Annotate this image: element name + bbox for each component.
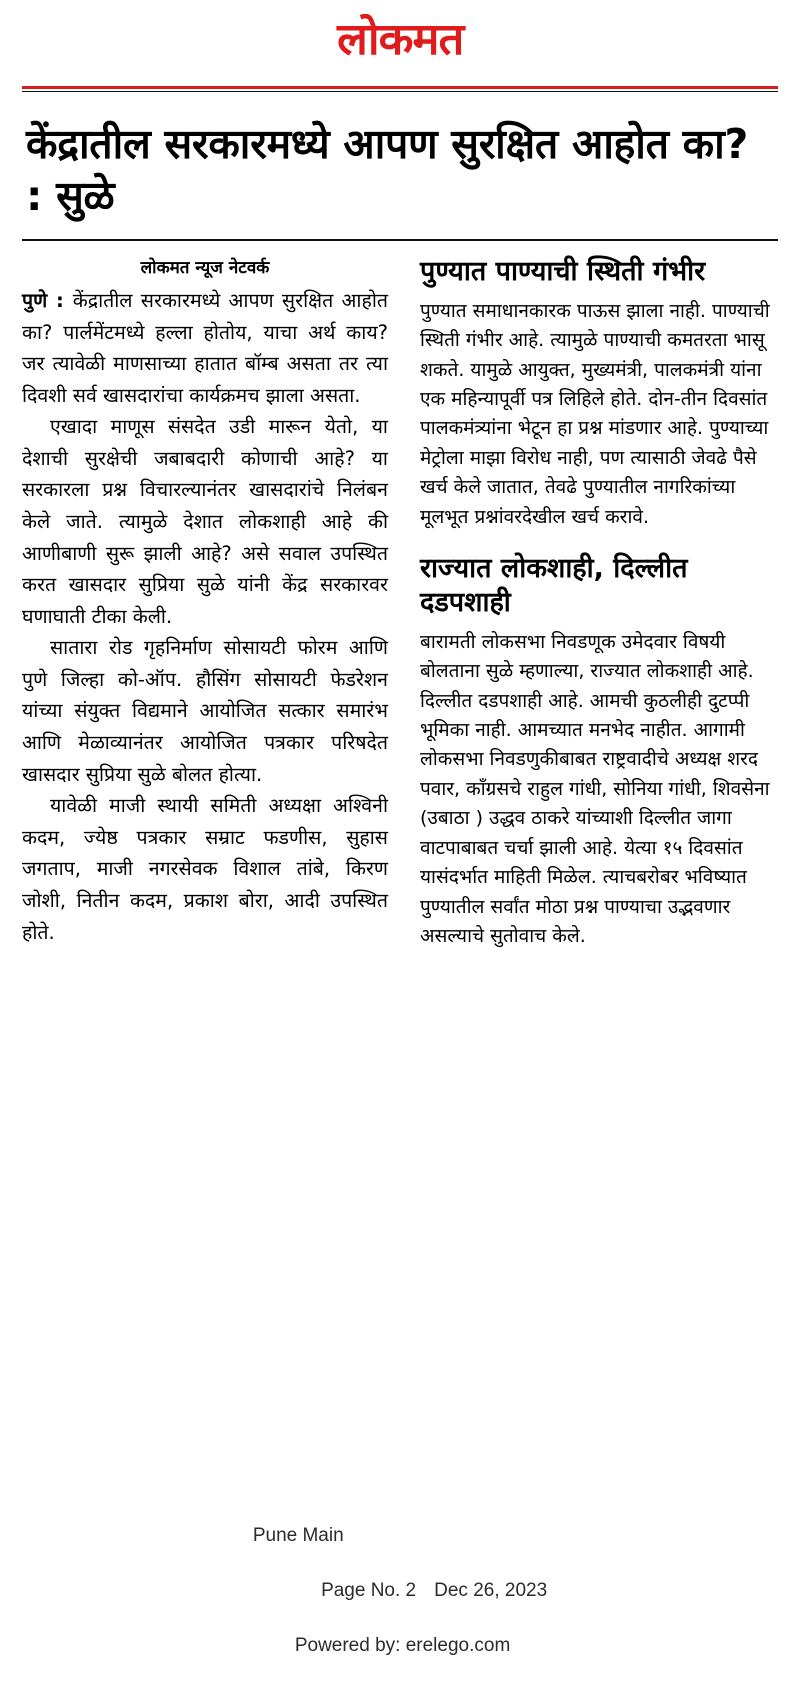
footer-date: Dec 26, 2023 xyxy=(434,1580,548,1602)
paragraph xyxy=(22,411,388,632)
masthead-red-rule xyxy=(22,86,778,89)
footer-edition: Pune Main xyxy=(252,1525,344,1547)
section-subhead-democracy: राज्यात लोकशाही, दिल्लीत दडपशाही xyxy=(420,553,688,618)
footer xyxy=(0,1522,800,1660)
lokmat-logo: लोकमत xyxy=(336,14,464,65)
masthead-black-rule xyxy=(22,91,778,92)
footer-page-number: Page No. 2 xyxy=(321,1580,417,1602)
page-title: केंद्रातील सरकारमध्ये आपण सुरक्षित आहोत का? : सुळे xyxy=(26,120,748,221)
left-column xyxy=(22,255,404,948)
paragraph xyxy=(420,628,778,952)
paragraph-text: बारामती लोकसभा निवडणूक उमेदवार विषयी बोलताना सुळे म्हणाल्या, राज्यात लोकशाही आहे. दिल्लीत दडपशाही आहे. आमची कुठलीही दुटप्पी भूमिका नाही. आमच्यात मनभेद नाहीत. आगामी लोकसभा निवडणुकीबाबत राष्ट्रवादीचे अध्यक्ष शरद पवार, काँग्रसचे राहुल गांधी, सोनिया गांधी, शिवसेना (उबाठा ) उद्धव ठाकरे यांच्याशी दिल्लीत जागा वाटपाबाबत चर्चा झाली आहे. येत्या १५ दिवसांत यासंदर्भात माहिती मिळेल. त्याचबरोबर भविष्यात पुण्यातील सर्वांत मोठा प्रश्न पाण्याचा उद्भवणार असल्याचे सुतोवाच केले. xyxy=(420,630,770,948)
headline-divider xyxy=(22,239,778,241)
paragraph-text: केंद्रातील सरकारमध्ये आपण सुरक्षित आहोत का? पार्लमेंटमध्ये हल्ला होतोय, याचा अर्थ काय? जर त्यावेळी माणसाच्या हातात बॉम्ब असता तर त्या दिवशी सर्व खासदारांचा कार्यक्रमच झाला असता. xyxy=(22,288,388,407)
right-column xyxy=(404,255,778,952)
masthead xyxy=(22,0,778,72)
byline: लोकमत न्यूज नेटवर्क xyxy=(140,257,270,278)
paragraph-text: पुण्यात समाधानकारक पाऊस झाला नाही. पाण्याची स्थिती गंभीर आहे. त्यामुळे पाण्याची कमतरता भासू शकते. यामुळे आयुक्त, मुख्यमंत्री, पालकमंत्री यांना एक महिन्यापूर्वी पत्र लिहिले होते. दोन-तीन दिवसांत पालकमंत्र्यांना भेटून हा प्रश्न मांडणार आहे. पुण्याच्या मेट्रोला माझा विरोध नाही, पण त्यासाठी जेवढे पैसे खर्च केले जातात, तेवढे पुण्यातील नागरिकांच्या मूलभूत प्रश्नांवरदेखील खर्च करावे. xyxy=(420,299,770,528)
article-columns xyxy=(22,255,778,952)
paragraph xyxy=(22,285,388,411)
paragraph-text: सातारा रोड गृहनिर्माण सोसायटी फोरम आणि पुणे जिल्हा को-ऑप. हौसिंग सोसायटी फेडरेशन यांच्या संयुक्त विद्यमाने आयोजित सत्कार समारंभ आणि मेळाव्यानंतर आयोजित पत्रकार परिषदेत खासदार सुप्रिया सुळे बोलत होत्या. xyxy=(22,636,388,786)
paragraph xyxy=(22,790,388,948)
section-subhead-water: पुण्यात पाण्याची स्थिती गंभीर xyxy=(420,255,706,287)
paragraph-text: यावेळी माजी स्थायी समिती अध्यक्षा अश्विनी कदम, ज्येष्ठ पत्रकार सम्राट फडणीस, सुहास जगताप, माजी नगरसेवक विशाल तांबे, किरण जोशी, नितीन कदम, प्रकाश बोरा, आदी उपस्थित होते. xyxy=(22,794,388,944)
footer-powered-by: Powered by: erelego.com xyxy=(294,1635,511,1657)
paragraph-text: एखादा माणूस संसदेत उडी मारून येतो, या देशाची सुरक्षेची जबाबदारी कोणाची आहे? या सरकारला प्रश्न विचारल्यानंतर खासदारांचे निलंबन केले जाते. त्यामुळे देशात लोकशाही आहे की आणीबाणी सुरू झाली आहे? असे सवाल उपस्थित करत खासदार सुप्रिया सुळे यांनी केंद्र सरकारवर घणाघाती टीका केली. xyxy=(22,415,388,628)
paragraph xyxy=(22,632,388,790)
dateline: पुणे : xyxy=(22,288,73,312)
paragraph xyxy=(420,297,778,533)
footer-inner xyxy=(253,1522,547,1660)
footer-page-and-date xyxy=(253,1550,547,1633)
